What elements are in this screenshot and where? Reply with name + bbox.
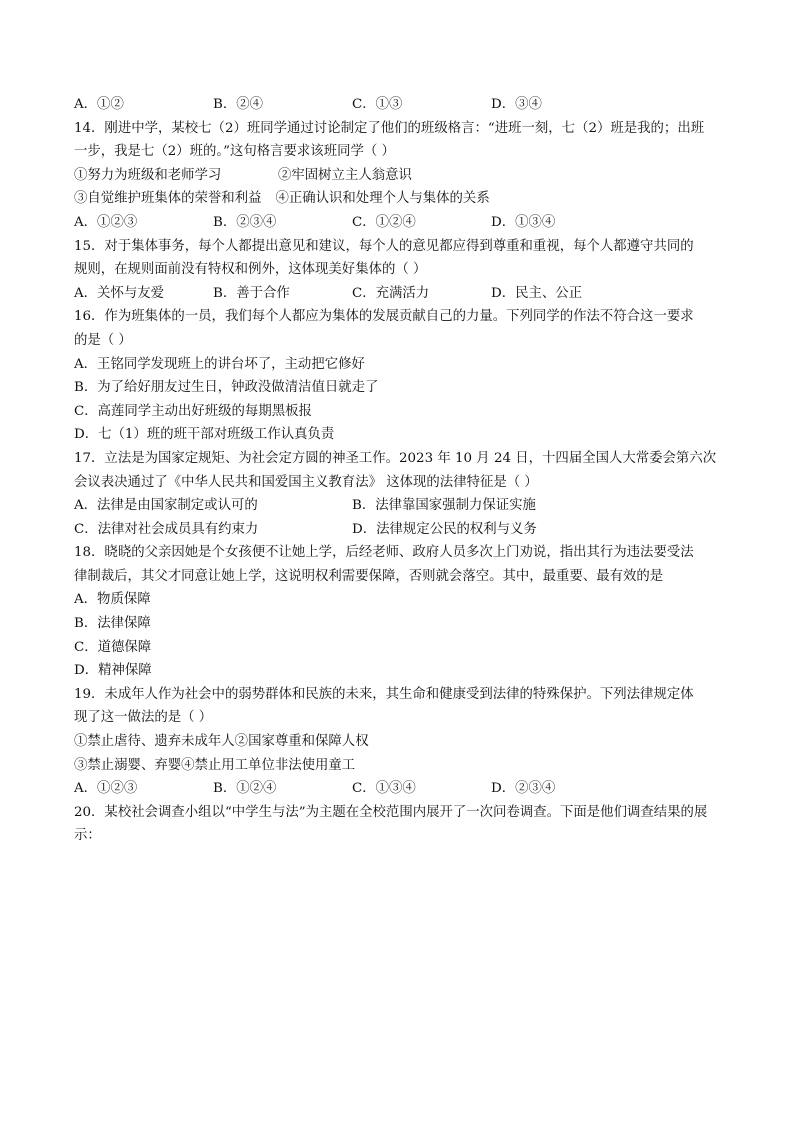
q17-stem-line-1: 17．立法是为国家定规矩、为社会定方圆的神圣工作。2023 年 10 月 24 日，十四届全国人大常委会第六次 — [74, 450, 717, 466]
q19-stem-line-1: 19．未成年人作为社会中的弱势群体和民族的未来，其生命和健康受到法律的特殊保护。下列法律规定体 — [74, 686, 694, 702]
question-list — [74, 93, 724, 848]
q17-stem-line-2: 会议表决通过了《中华人民共和国爱国主义教育法》 这体现的法律特征是（ ） — [74, 474, 538, 490]
q13-option-d: D．③④ — [491, 97, 542, 112]
q14-stem-line-1: 14．刚进中学，某校七（2）班同学通过讨论制定了他们的班级格言：“进班一刻，七（2）班是我的；出班 — [74, 120, 705, 136]
q17-option-b: B．法律靠国家强制力保证实施 — [352, 498, 536, 514]
q18-option-c: C．道德保障 — [74, 639, 152, 655]
q14-statements-row-2 — [74, 187, 724, 211]
q14-statement-4: ④正确认识和处理个人与集体的关系 — [275, 191, 490, 207]
q16-option-a: A．王铭同学发现班上的讲台坏了，主动把它修好 — [74, 356, 365, 372]
q19-option-b: B．①②④ — [213, 781, 277, 797]
q17-options-row-1 — [74, 494, 724, 518]
q19-statements-line-2: ③禁止溺婴、弃婴④禁止用工单位非法使用童工 — [74, 757, 356, 773]
q14-option-d: D．①③④ — [491, 214, 556, 230]
q14-option-b: B．②③④ — [213, 214, 277, 230]
q18-option-d: D．精神保障 — [74, 663, 152, 679]
q13-option-a: A．①② — [74, 97, 124, 112]
q15-options — [74, 282, 724, 306]
q15-option-a: A．关怀与友爱 — [74, 285, 165, 301]
q15-stem-line-1: 15．对于集体事务，每个人都提出意见和建议，每个人的意见都应得到尊重和重视，每个人都遵守共同的 — [74, 238, 694, 254]
q18-stem-line-1: 18．晓晓的父亲因她是个女孩便不让她上学，后经老师、政府人员多次上门劝说，指出其行为违法要受法 — [74, 545, 694, 561]
q20-stem-line-2: 示： — [74, 828, 101, 844]
q16-stem-line-2: 的是（ ） — [74, 332, 132, 348]
q19-option-c: C．①③④ — [352, 781, 416, 797]
q14-option-c: C．①②④ — [352, 214, 416, 230]
q14-options — [74, 211, 724, 235]
q13-option-b: B．②④ — [213, 97, 264, 112]
q19-stem-line-2: 现了这一做法的是（ ） — [74, 710, 213, 726]
q16-stem-line-1: 16．作为班集体的一员，我们每个人都应为集体的发展贡献自己的力量。下列同学的作法不符合这一要求 — [74, 309, 694, 325]
q18-option-a: A．物质保障 — [74, 592, 151, 608]
q19-statements-line-1: ①禁止虐待、遗弃未成年人②国家尊重和保障人权 — [74, 734, 369, 750]
q17-option-c: C．法律对社会成员具有约束力 — [74, 521, 259, 537]
q16-option-b: B．为了给好朋友过生日，钟政没做清洁值日就走了 — [74, 380, 379, 396]
q14-statement-3: ③自觉维护班集体的荣誉和利益 — [74, 191, 262, 207]
q13-option-c: C．①③ — [352, 97, 403, 112]
q14-stem-line-2: 一步，我是七（2）班的。”这句格言要求该班同学（ ） — [74, 144, 395, 160]
q14-statement-2: ②牢固树立主人翁意识 — [278, 167, 412, 183]
q15-stem-line-2: 规则，在规则面前没有特权和例外，这体现美好集体的（ ） — [74, 262, 427, 278]
q14-statement-1: ①努力为班级和老师学习 — [74, 167, 222, 183]
q19-option-d: D．②③④ — [491, 781, 556, 797]
q17-option-d: D．法律规定公民的权利与义务 — [352, 521, 537, 537]
q13-options — [74, 93, 724, 117]
q19-options — [74, 777, 724, 801]
q16-option-d: D．七（1）班的班干部对班级工作认真负责 — [74, 427, 335, 443]
q14-statements-row-1 — [74, 164, 724, 188]
q19-option-a: A．①②③ — [74, 781, 138, 797]
q18-option-b: B．法律保障 — [74, 616, 151, 632]
q17-option-a: A．法律是由国家制定或认可的 — [74, 498, 258, 514]
q15-option-d: D．民主、公正 — [491, 285, 583, 301]
q16-option-c: C．高莲同学主动出好班级的每期黑板报 — [74, 403, 312, 419]
q18-stem-line-2: 律制裁后，其父才同意让她上学，这说明权利需要保障，否则就会落空。其中，最重要、最有效的是 — [74, 568, 664, 584]
q14-option-a: A．①②③ — [74, 214, 138, 230]
q17-options-row-2 — [74, 518, 724, 542]
q15-option-b: B．善于合作 — [213, 285, 290, 301]
q20-stem-line-1: 20．某校社会调查小组以“中学生与法”为主题在全校范围内展开了一次问卷调查。下面是他们调查结果的展 — [74, 804, 708, 820]
q15-option-c: C．充满活力 — [352, 285, 430, 301]
